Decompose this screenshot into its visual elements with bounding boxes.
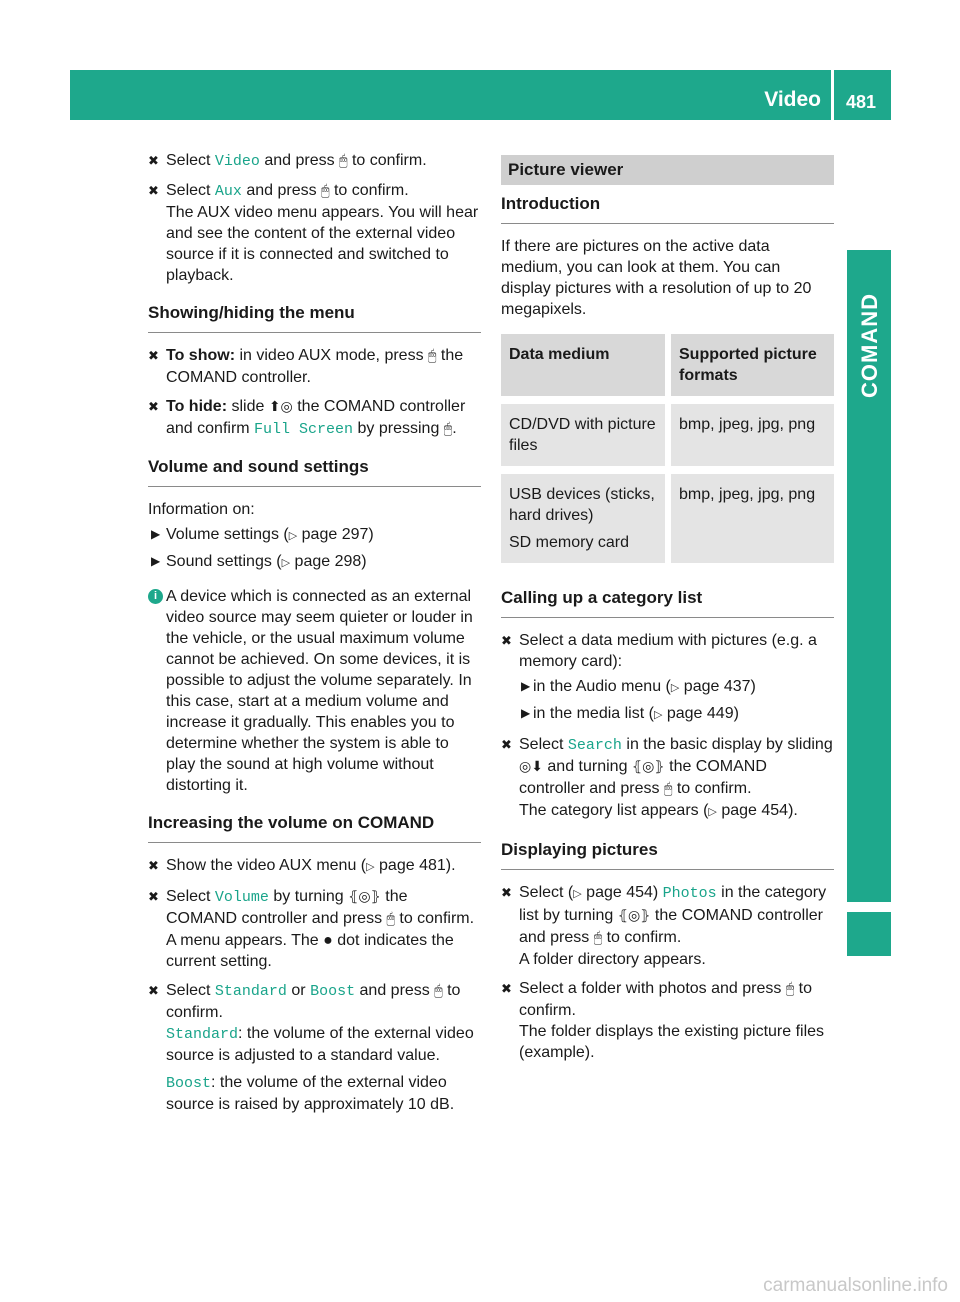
- step-arrow-icon: ✖: [148, 858, 159, 873]
- heading-volume-sound-settings: Volume and sound settings: [148, 456, 481, 487]
- step-select-volume: ✖ Select Volume by turning ⦃◎⦄ the COMAND controller and press 🖱 to confirm. A menu appears. The ● dot indicates the current setting.: [148, 888, 475, 970]
- heading-showing-hiding-menu: Showing/hiding the menu: [148, 302, 481, 333]
- bullet-icon: ▶: [151, 527, 161, 541]
- press-controller-icon: 🖱: [339, 153, 348, 169]
- info-icon: i: [148, 589, 163, 604]
- list-item-sound-settings: ▶ Sound settings (▷ page 298): [151, 553, 367, 570]
- step-arrow-icon: ✖: [148, 399, 159, 414]
- step-show-aux-menu: ✖ Show the video AUX menu (▷ page 481).: [148, 857, 456, 874]
- side-tab-marker: [847, 912, 891, 956]
- press-controller-icon: 🖱: [785, 981, 795, 997]
- list-item-audio-menu: ▶ in the Audio menu (▷ page 437): [521, 678, 756, 695]
- turn-controller-icon: ⦃◎⦄: [631, 759, 665, 775]
- menu-item-volume: Volume: [214, 889, 269, 906]
- step-arrow-icon: ✖: [501, 737, 512, 752]
- option-boost: Boost: [166, 1075, 212, 1092]
- left-column: [148, 150, 481, 1123]
- menu-item-search: Search: [567, 737, 622, 754]
- step-select-photos: ✖ Select (▷ page 454) Photos in the category list by turning ⦃◎⦄ the COMAND controller and press 🖱 to confirm. A folder directory appears.: [501, 884, 827, 968]
- table-header-formats: Supported picture formats: [671, 334, 834, 396]
- step-select-folder: ✖ Select a folder with photos and press 🖱 to confirm. The folder displays the existing picture files (example).: [501, 980, 825, 1061]
- step-arrow-icon: ✖: [148, 889, 159, 904]
- bullet-icon: ▶: [521, 679, 531, 693]
- press-controller-icon: 🖱: [663, 781, 673, 797]
- page-ref-icon: ▷: [573, 888, 582, 900]
- page-ref-icon: ▷: [366, 861, 375, 873]
- slide-up-controller-icon: ⬆◎: [268, 399, 293, 415]
- picture-format-table: [501, 334, 834, 563]
- step-arrow-icon: ✖: [148, 183, 159, 198]
- info-note: i A device which is connected as an external video source may seem quieter or louder in the vehicle, or the usual maximum volume cannot be achieved. On some devices, it is possible to adjust the volume separately. In this case, start at a medium volume and increase it gradually. This enables you to determine whether the system is able to play the sound at high volume without distorting it.: [148, 586, 481, 796]
- table-cell-medium: SD memory card: [509, 534, 630, 551]
- menu-item-boost: Boost: [310, 983, 356, 1000]
- table-header-row: [501, 334, 834, 396]
- menu-item-photos: Photos: [662, 885, 717, 902]
- table-cell-medium: CD/DVD with picture files: [509, 416, 656, 454]
- page-number: 481: [846, 92, 877, 112]
- step-arrow-icon: ✖: [148, 153, 159, 168]
- menu-item-standard: Standard: [214, 983, 287, 1000]
- heading-increasing-volume: Increasing the volume on COMAND: [148, 812, 481, 843]
- chapter-title: Video: [764, 88, 821, 111]
- heading-introduction: Introduction: [501, 193, 834, 224]
- page-ref-icon: ▷: [708, 806, 717, 818]
- step-arrow-icon: ✖: [501, 885, 512, 900]
- menu-item-video: Video: [214, 153, 260, 170]
- bullet-icon: ▶: [521, 706, 531, 720]
- slide-down-controller-icon: ◎⬇: [519, 759, 543, 775]
- dot-icon: ●: [323, 932, 333, 949]
- right-column: [501, 155, 834, 1071]
- step-arrow-icon: ✖: [501, 633, 512, 648]
- option-standard: Standard: [166, 1026, 239, 1043]
- table-cell-formats: bmp, jpeg, jpg, png: [671, 396, 834, 466]
- page-ref-icon: ▷: [670, 682, 680, 694]
- page-ref-icon: ▷: [281, 557, 291, 569]
- list-item-volume-settings: ▶ Volume settings (▷ page 297): [151, 526, 374, 543]
- press-controller-icon: 🖱: [386, 911, 395, 927]
- watermark: carmanualsonline.info: [763, 1275, 948, 1296]
- press-controller-icon: 🖱: [443, 421, 453, 437]
- step-to-hide: ✖ To hide: slide ⬆◎ the COMAND controller and confirm Full Screen by pressing 🖱.: [148, 398, 466, 438]
- intro-text: If there are pictures on the active data medium, you can look at them. You can display pictures with a resolution of up to 20 megapixels.: [501, 238, 812, 318]
- press-controller-icon: 🖱: [593, 930, 603, 946]
- turn-controller-icon: ⦃◎⦄: [617, 908, 651, 924]
- step-select-data-medium: ✖ Select a data medium with pictures (e.g. a memory card): ▶ in the Audio menu (▷ page 437) ▶ in the media list (▷ page 449): [501, 630, 834, 726]
- step-select-aux: ✖ Select Aux and press 🖱 to confirm. The AUX video menu appears. You will hear and see the content of the external video source if it is connected and switched to playback.: [148, 182, 479, 284]
- press-controller-icon: 🖱: [434, 983, 443, 999]
- heading-calling-category-list: Calling up a category list: [501, 587, 834, 618]
- step-arrow-icon: ✖: [148, 983, 159, 998]
- table-row: [501, 396, 834, 466]
- step-arrow-icon: ✖: [501, 981, 512, 996]
- step-arrow-icon: ✖: [148, 348, 159, 363]
- step-to-show: ✖ To show: in video AUX mode, press 🖱 the COMAND controller.: [148, 347, 464, 386]
- turn-controller-icon: ⦃◎⦄: [348, 889, 381, 905]
- step-select-search: ✖ Select Search in the basic display by sliding ◎⬇ and turning ⦃◎⦄ the COMAND controller and press 🖱 to confirm. The category list appears (▷ page 454).: [501, 736, 833, 819]
- table-cell-formats: bmp, jpeg, jpg, png: [671, 466, 834, 563]
- section-picture-viewer: Picture viewer: [501, 155, 834, 185]
- heading-displaying-pictures: Displaying pictures: [501, 839, 834, 870]
- bullet-icon: ▶: [151, 554, 161, 568]
- side-tab-label: COMAND: [856, 292, 882, 398]
- press-controller-icon: 🖱: [428, 348, 437, 364]
- table-cell-medium: USB devices (sticks, hard drives): [509, 486, 655, 524]
- step-select-standard-boost: ✖ Select Standard or Boost and press 🖱 to confirm. Standard: the volume of the external video source is adjusted to a standard value. Boost: the volume of the external video source is raised by approximately 10 dB.: [148, 982, 474, 1113]
- table-row: [501, 466, 834, 563]
- header-separator: [831, 70, 834, 120]
- step-select-video: ✖ Select Video and press 🖱 to confirm.: [148, 152, 427, 170]
- info-on-text: Information on:: [148, 501, 255, 518]
- menu-item-full-screen: Full Screen: [254, 421, 354, 438]
- press-controller-icon: 🖱: [321, 183, 330, 199]
- list-item-media-list: ▶ in the media list (▷ page 449): [521, 705, 739, 722]
- menu-item-aux: Aux: [214, 183, 242, 200]
- table-header-data-medium: Data medium: [501, 334, 671, 396]
- page-ref-icon: ▷: [653, 709, 663, 721]
- page-ref-icon: ▷: [288, 530, 298, 542]
